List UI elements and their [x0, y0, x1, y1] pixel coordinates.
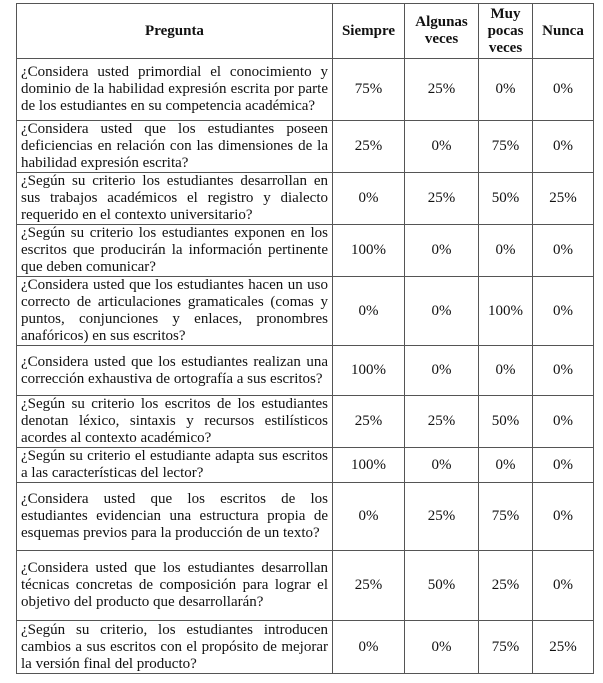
- algunas-veces-cell: 0%: [405, 225, 479, 277]
- nunca-cell: 0%: [533, 277, 594, 346]
- header-algunas-veces: Algunas veces: [405, 4, 479, 59]
- table-row: [17, 396, 594, 448]
- question-cell: ¿Según su criterio el estudiante adapta sus escritos a las características del lector?: [17, 448, 333, 483]
- question-cell: ¿Según su criterio los estudiantes desarrollan en sus trabajos académicos el registro y dialecto requerido en el contexto universitario?: [17, 173, 333, 225]
- muy-pocas-veces-cell: 75%: [479, 121, 533, 173]
- algunas-veces-cell: 25%: [405, 173, 479, 225]
- nunca-cell: 0%: [533, 483, 594, 551]
- muy-pocas-veces-cell: 50%: [479, 173, 533, 225]
- table-row: [17, 225, 594, 277]
- question-cell: ¿Considera usted primordial el conocimiento y dominio de la habilidad expresión escrita por parte de los estudiantes en su competencia académica?: [17, 59, 333, 121]
- muy-pocas-veces-cell: 50%: [479, 396, 533, 448]
- siempre-cell: 75%: [333, 59, 405, 121]
- header-pregunta: Pregunta: [17, 4, 333, 59]
- algunas-veces-cell: 0%: [405, 121, 479, 173]
- siempre-cell: 100%: [333, 346, 405, 396]
- table-row: [17, 121, 594, 173]
- algunas-veces-cell: 25%: [405, 396, 479, 448]
- question-cell: ¿Considera usted que los escritos de los estudiantes evidencian una estructura propia de esquemas previos para la producción de un texto?: [17, 483, 333, 551]
- nunca-cell: 0%: [533, 396, 594, 448]
- question-cell: ¿Considera usted que los estudiantes realizan una corrección exhaustiva de ortografía a sus escritos?: [17, 346, 333, 396]
- nunca-cell: 0%: [533, 59, 594, 121]
- header-row: [17, 4, 594, 59]
- algunas-veces-cell: 50%: [405, 551, 479, 621]
- question-cell: ¿Según su criterio, los estudiantes introducen cambios a sus escritos con el propósito de mejorar la versión final del producto?: [17, 621, 333, 674]
- muy-pocas-veces-cell: 25%: [479, 551, 533, 621]
- table-row: [17, 448, 594, 483]
- survey-table: [16, 3, 594, 674]
- siempre-cell: 0%: [333, 621, 405, 674]
- question-cell: ¿Considera usted que los estudiantes desarrollan técnicas concretas de composición para lograr el objetivo del producto que desarrollarán?: [17, 551, 333, 621]
- table-row: [17, 173, 594, 225]
- header-muy-pocas-veces: Muy pocas veces: [479, 4, 533, 59]
- muy-pocas-veces-cell: 0%: [479, 225, 533, 277]
- siempre-cell: 0%: [333, 173, 405, 225]
- nunca-cell: 0%: [533, 448, 594, 483]
- table-row: [17, 621, 594, 674]
- question-cell: ¿Según su criterio los estudiantes exponen en los escritos que producirán la información pertinente que deben comunicar?: [17, 225, 333, 277]
- table-row: [17, 346, 594, 396]
- algunas-veces-cell: 25%: [405, 59, 479, 121]
- nunca-cell: 0%: [533, 346, 594, 396]
- muy-pocas-veces-cell: 0%: [479, 346, 533, 396]
- table-row: [17, 59, 594, 121]
- question-cell: ¿Según su criterio los escritos de los estudiantes denotan léxico, sintaxis y recursos estilísticos acordes al contexto académico?: [17, 396, 333, 448]
- header-siempre: Siempre: [333, 4, 405, 59]
- muy-pocas-veces-cell: 100%: [479, 277, 533, 346]
- muy-pocas-veces-cell: 75%: [479, 483, 533, 551]
- siempre-cell: 0%: [333, 277, 405, 346]
- nunca-cell: 25%: [533, 173, 594, 225]
- siempre-cell: 100%: [333, 225, 405, 277]
- table-row: [17, 277, 594, 346]
- algunas-veces-cell: 0%: [405, 277, 479, 346]
- siempre-cell: 25%: [333, 396, 405, 448]
- siempre-cell: 100%: [333, 448, 405, 483]
- algunas-veces-cell: 0%: [405, 346, 479, 396]
- header-nunca: Nunca: [533, 4, 594, 59]
- nunca-cell: 0%: [533, 551, 594, 621]
- question-cell: ¿Considera usted que los estudiantes poseen deficiencias en relación con las dimensiones de la habilidad expresión escrita?: [17, 121, 333, 173]
- algunas-veces-cell: 0%: [405, 448, 479, 483]
- siempre-cell: 25%: [333, 121, 405, 173]
- algunas-veces-cell: 25%: [405, 483, 479, 551]
- muy-pocas-veces-cell: 0%: [479, 59, 533, 121]
- muy-pocas-veces-cell: 0%: [479, 448, 533, 483]
- table-row: [17, 551, 594, 621]
- siempre-cell: 25%: [333, 551, 405, 621]
- nunca-cell: 0%: [533, 121, 594, 173]
- nunca-cell: 0%: [533, 225, 594, 277]
- nunca-cell: 25%: [533, 621, 594, 674]
- siempre-cell: 0%: [333, 483, 405, 551]
- algunas-veces-cell: 0%: [405, 621, 479, 674]
- table-row: [17, 483, 594, 551]
- question-cell: ¿Considera usted que los estudiantes hacen un uso correcto de articulaciones gramaticales (comas y puntos, conjunciones y enlaces, pronombres anafóricos) en sus escritos?: [17, 277, 333, 346]
- muy-pocas-veces-cell: 75%: [479, 621, 533, 674]
